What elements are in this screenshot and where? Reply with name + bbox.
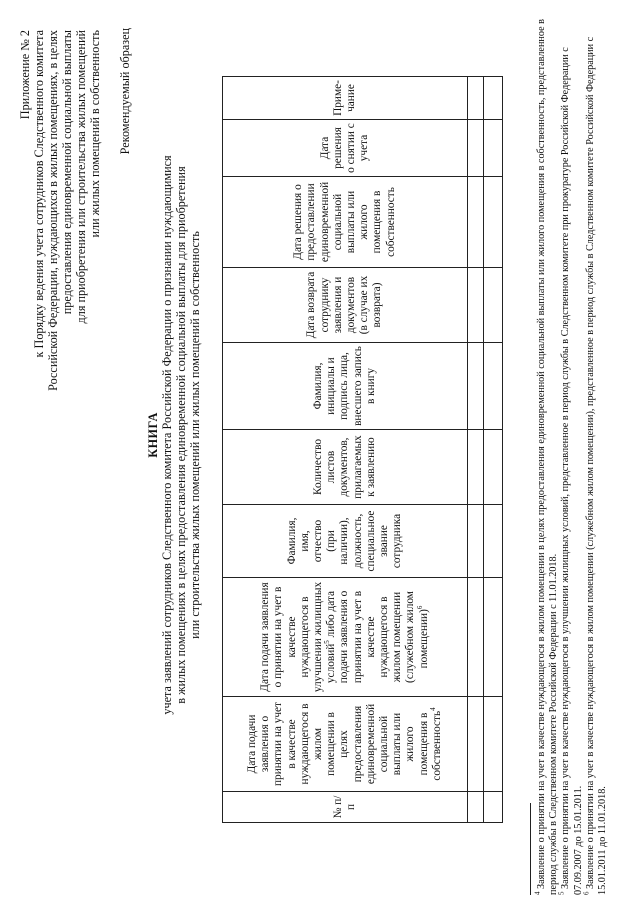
table-row	[484, 77, 503, 823]
footnote-ref: 4	[429, 707, 438, 711]
footnote: $^4$ Заявление о принятии на учет в качестве нуждающегося в жилом помещении в целях предоставления единовременной социальной выплаты или жилого помещения в собственность, представленное в период службы в Следственном комитете Российской Федерации с 11.01.2018.	[533, 19, 560, 895]
appendix-line: или жилых помещений в собственность	[88, 30, 102, 238]
col-header-note: Приме-чание	[223, 77, 468, 120]
title-line: в жилых помещениях в целях предоставления единовременной социальной выплаты для приобретения	[174, 166, 188, 704]
footnote-ref: 6	[415, 605, 424, 610]
footnote-ref: 5	[323, 640, 332, 644]
col-header-employee: Фамилия, имя, отчество (при наличии), должность, специальное звание сотрудника	[223, 505, 468, 578]
table-header-row	[223, 77, 468, 823]
appendix-line: предоставления единовременной социальной выплаты	[60, 30, 74, 315]
title-line: или строительства жилых помещений или жилых помещений в собственность	[188, 231, 202, 639]
title-line: учета заявлений сотрудников Следственного комитета Российской Федерации о признании нуждающимися	[160, 155, 174, 715]
col-header-return-date: Дата возврата сотруднику заявления и документов (в случае их возврата)	[223, 268, 468, 343]
book-title	[146, 125, 202, 745]
appendix-line: для приобретения или строительства жилых помещений	[74, 30, 88, 324]
footnote-divider	[530, 803, 531, 895]
appendix-line: к Порядку ведения учета сотрудников Следственного комитета	[32, 30, 46, 358]
appendix-header	[18, 30, 102, 590]
col-header-deregistration-date: Дата решения о снятии с учета	[223, 120, 468, 177]
col-header-decision-date: Дата решения о предоставлении единовременной социальной выплаты или жилого помещения в собственность	[223, 177, 468, 268]
table-row	[468, 77, 484, 823]
footnote: $^5$ Заявление о принятии на учет в качестве нуждающегося в улучшении жилищных условий, представленное в период службы в Следственном комитете при прокуратуре Российской Федерации с 07.09.2007 до 15.01.2011.	[558, 47, 584, 895]
title-main: КНИГА	[146, 412, 160, 458]
footnote: $^6$ Заявление о принятии на учет в качестве нуждающегося в жилом помещении (служебном жилом помещении), представленное в период службы в Следственном комитете Российской Федерации с 15.01.2011 до 11.01.2018.	[582, 36, 609, 895]
col-header-number: № п/п	[223, 792, 468, 823]
appendix-number: Приложение № 2	[18, 30, 32, 120]
col-header-registrar: Фамилия, инициалы и подпись лица, внесшего запись в книгу	[223, 343, 468, 430]
appendix-line: Российской Федерации, нуждающихся в жилых помещениях, в целях	[46, 30, 60, 391]
register-table	[222, 76, 503, 823]
col-header-application-date: Дата подачи заявления о принятии на учет в качестве нуждающегося в жилом помещении в целях предоставления единовременной социальной выплаты или жилого помещения в собственность$^4$	[223, 697, 468, 792]
sample-label: Рекомендуемый образец	[118, 28, 132, 155]
col-header-prior-application-date: Дата подачи заявления о принятии на учет в качестве нуждающегося в улучшении жилищных условий$^5$ либо дата подачи заявления о принятии на учет в качестве нуждающегося в жилом помещении (служебном жилом помещении)$^6$	[223, 578, 468, 697]
col-header-sheet-count: Количество листов документов, прилагаемых к заявлению	[223, 430, 468, 505]
footnotes	[533, 15, 609, 895]
